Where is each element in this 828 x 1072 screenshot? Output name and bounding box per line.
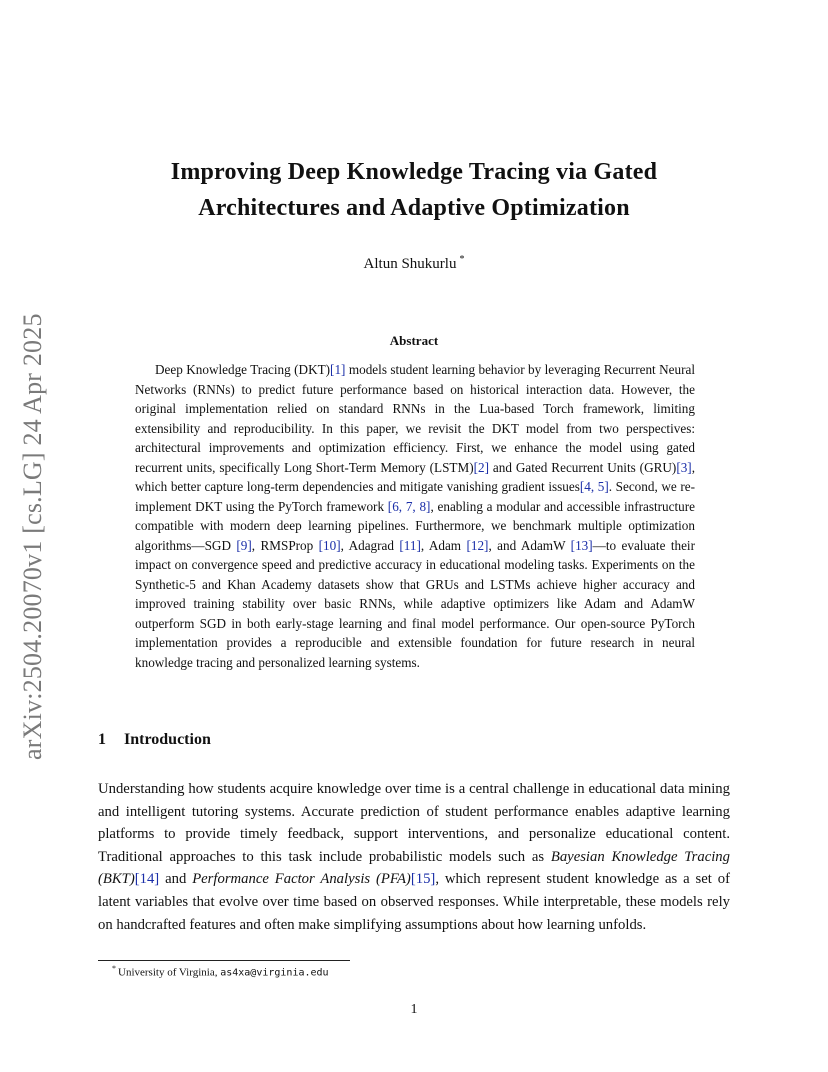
intro-text: and [159,871,193,888]
abstract-text: models student learning behavior by leveraging Recurrent Neural Networks (RNNs) to predict future performance based on historical interaction data. However, the original implementation relied on standard RNNs in the Lua-based Torch framework, limiting extensibility and reproducibility. In this paper, we revisit the DKT model from two perspectives: architectural improvements and optimization efficiency. First, we enhance the model using gated recurrent units, specifically Long Short-Term Memory (LSTM) [135,362,695,475]
citation-link[interactable]: [2] [473,459,490,475]
author-name: Altun Shukurlu [363,256,457,272]
citation-link[interactable]: [11] [399,537,421,553]
abstract-text: and Gated Recurrent Units (GRU) [489,459,677,475]
citation-link[interactable]: [4, 5] [579,479,609,494]
title-line-1: Improving Deep Knowledge Tracing via Gated [170,159,658,185]
intro-text: Understanding how students acquire knowledge over time is a central challenge in educational data mining and intelligent tutoring systems. Accurate prediction of student performance enables adaptive learning platforms to provide timely feedback, support interventions, and personalize educational content. Traditional approaches to this task include probabilistic models such as [98,781,730,865]
section-title: Introduction [124,731,211,748]
citation-link[interactable]: [14] [134,871,160,888]
abstract-text: , and AdamW [488,537,571,553]
footnote-affiliation: University of Virginia, [118,966,221,979]
abstract-text: , which better capture long-term dependencies and mitigate vanishing gradient issues [135,459,695,494]
intro-paragraph [98,778,730,936]
title-line-2: Architectures and Adaptive Optimization [198,195,630,221]
abstract-body [135,360,695,672]
intro-emphasis: Bayesian Knowledge Tracing (BKT) [98,848,730,888]
section-heading [98,731,211,749]
abstract-text: . Second, we re-implement DKT using the PyTorch framework [135,479,695,514]
author-line [98,254,730,273]
abstract-text: , enabling a modular and accessible infrastructure compatible with modern deep learning pipelines. Furthermore, we benchmark multiple optimization algorithms—SGD [135,498,695,553]
citation-link[interactable]: [3] [676,459,692,475]
footnote-mark: * [112,964,116,973]
abstract-heading: Abstract [389,333,439,348]
citation-link[interactable]: [15] [410,871,436,888]
citation-link[interactable]: [9] [236,537,252,553]
abstract-text: Deep Knowledge Tracing (DKT) [155,362,331,377]
citation-link[interactable]: [1] [330,362,346,377]
citation-link[interactable]: [6, 7, 8] [387,498,431,514]
intro-text: , which represent student knowledge as a set of latent variables that evolve over time based on observed responses. While interpretable, these models rely on handcrafted features and often make simplifying assumptions about how learning unfolds. [98,871,730,933]
footnote [112,964,329,979]
section-number: 1 [98,731,106,748]
citation-link[interactable]: [12] [466,537,489,553]
footnote-email[interactable]: as4xa@virginia.edu [220,967,329,979]
abstract-text: , Adam [420,537,467,553]
abstract-text: —to evaluate their impact on convergence speed and predictive accuracy in educational modeling tasks. Experiments on the Synthetic-5 and Khan Academy datasets show that GRUs and LSTMs achieve higher accuracy and improved training stability over basic RNNs, while adaptive optimizers like Adam and AdamW outperform SGD in both early-stage learning and final model performance. Our open-source PyTorch implementation provides a reproducible and extensible foundation for future research in neural knowledge tracing and personalized learning systems. [135,537,695,670]
footnote-rule [98,960,350,961]
paper-title [98,154,730,226]
citation-link[interactable]: [10] [318,537,341,553]
author-footnote-mark[interactable]: * [459,254,465,265]
page-number: 1 [410,1002,418,1017]
arxiv-stamp: arXiv:2504.20070v1 [cs.LG] 24 Apr 2025 [18,313,47,760]
citation-link[interactable]: [13] [570,537,593,553]
intro-emphasis: Performance Factor Analysis (PFA) [192,871,411,888]
abstract-text: , Adagrad [340,537,400,553]
abstract-text: , RMSProp [251,537,319,553]
